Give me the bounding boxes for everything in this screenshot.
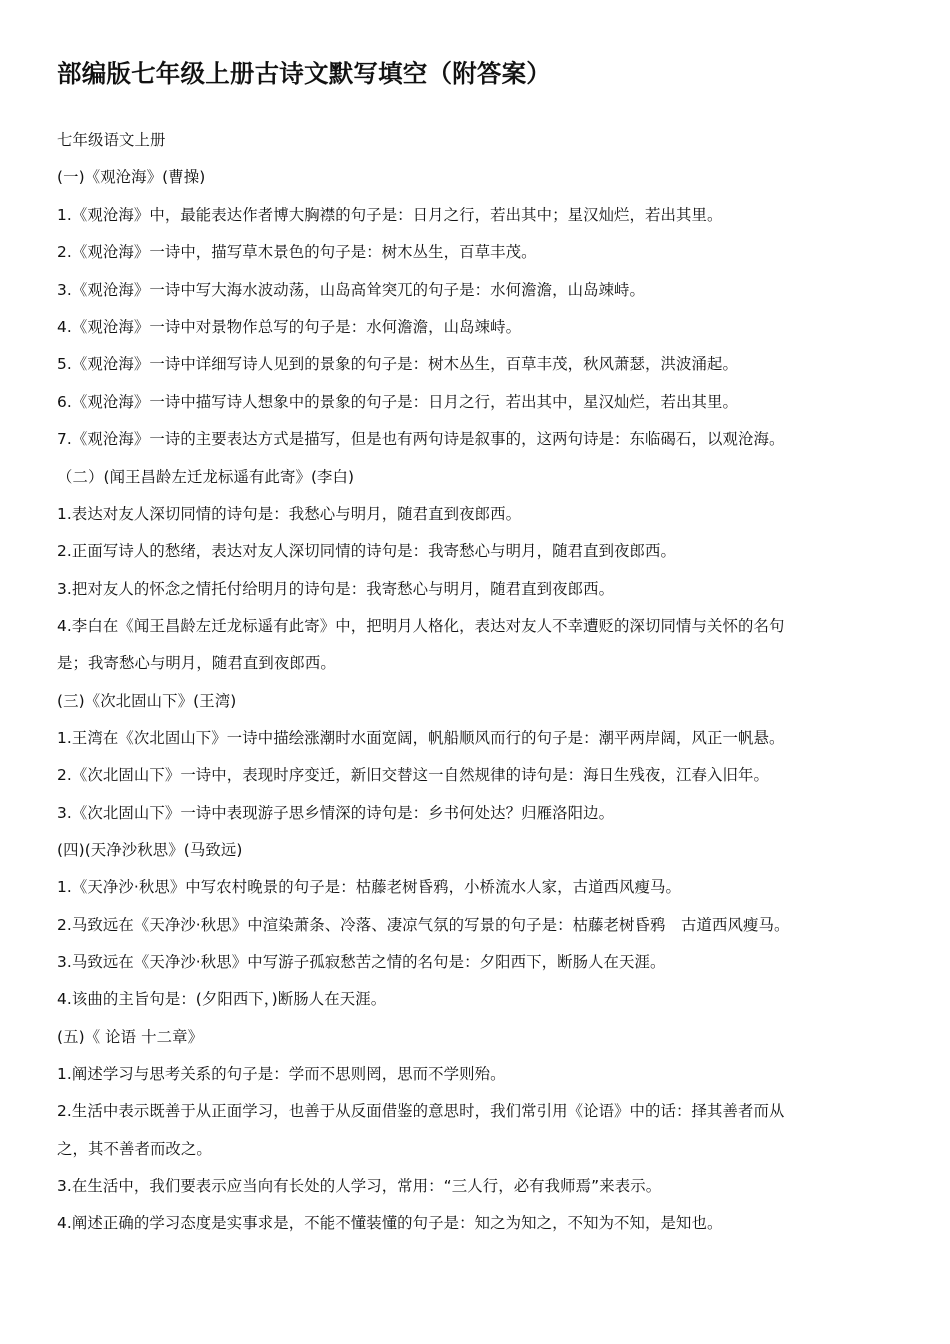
question-line: 3.把对友人的怀念之情托付给明月的诗句是：我寄愁心与明月，随君直到夜郎西。 [57, 580, 615, 598]
question-line: 3.《观沧海》一诗中写大海水波动荡，山岛高耸突兀的句子是：水何澹澹，山岛竦峙。 [57, 281, 646, 299]
question-line-continuation: 之，其不善者而改之。 [57, 1140, 212, 1158]
question-line: 3.《次北固山下》一诗中表现游子思乡情深的诗句是：乡书何处达？归雁洛阳边。 [57, 804, 615, 822]
section-heading-1: (一)《观沧海》(曹操) [57, 168, 206, 186]
question-line-continuation: 是；我寄愁心与明月，随君直到夜郎西。 [57, 654, 336, 672]
question-line: 3.在生活中，我们要表示应当向有长处的人学习，常用：“三人行，必有我师焉”来表示。 [57, 1177, 662, 1195]
question-line: 7.《观沧海》一诗的主要表达方式是描写，但是也有两句诗是叙事的，这两句诗是：东临碣石，以观沧海。 [57, 430, 785, 448]
question-line: 1.王湾在《次北固山下》一诗中描绘涨潮时水面宽阔，帆船顺风而行的句子是：潮平两岸阔，风正一帆悬。 [57, 729, 785, 747]
question-line: 1.表达对友人深切同情的诗句是：我愁心与明月，随君直到夜郎西。 [57, 505, 522, 523]
document-title: 部编版七年级上册古诗文默写填空（附答案） [57, 59, 551, 88]
question-line: 1.阐述学习与思考关系的句子是：学而不思则罔，思而不学则殆。 [57, 1065, 506, 1083]
question-line: 5.《观沧海》一诗中详细写诗人见到的景象的句子是：树木丛生，百草丰茂，秋风萧瑟，洪波涌起。 [57, 355, 738, 373]
question-line: 4.该曲的主旨句是：(夕阳西下，)断肠人在天涯。 [57, 990, 387, 1008]
question-line: 6.《观沧海》一诗中描写诗人想象中的景象的句子是：日月之行，若出其中，星汉灿烂，若出其里。 [57, 393, 738, 411]
section-heading-3: (三)《次北固山下》(王湾) [57, 692, 237, 710]
section-heading-5: (五)《 论语 十二章》 [57, 1028, 204, 1046]
question-line: 4.阐述正确的学习态度是实事求是，不能不懂装懂的句子是：知之为知之，不知为不知，是知也。 [57, 1214, 723, 1232]
question-line: 2.生活中表示既善于从正面学习，也善于从反面借鉴的意思时，我们常引用《论语》中的话：择其善者而从 [57, 1102, 785, 1120]
question-line: 2.《观沧海》一诗中，描写草木景色的句子是：树木丛生，百草丰茂。 [57, 243, 537, 261]
question-line: 3.马致远在《天净沙·秋思》中写游子孤寂愁苦之情的名句是：夕阳西下，断肠人在天涯。 [57, 953, 666, 971]
section-heading-4: (四)(天净沙秋思》(马致远) [57, 841, 243, 859]
question-line: 1.《天净沙·秋思》中写农村晚景的句子是：枯藤老树昏鸦，小桥流水人家，古道西风瘦马。 [57, 878, 682, 896]
question-line: 4.《观沧海》一诗中对景物作总写的句子是：水何澹澹，山岛竦峙。 [57, 318, 522, 336]
document-subtitle: 七年级语文上册 [57, 131, 166, 149]
question-line: 2.《次北固山下》一诗中，表现时序变迁，新旧交替这一自然规律的诗句是：海日生残夜，江春入旧年。 [57, 766, 769, 784]
section-heading-2: （二）(闻王昌龄左迁龙标遥有此寄》(李白) [57, 468, 355, 486]
question-line: 4.李白在《闻王昌龄左迁龙标遥有此寄》中，把明月人格化，表达对友人不幸遭贬的深切同情与关怀的名句 [57, 617, 785, 635]
question-line: 2.正面写诗人的愁绪，表达对友人深切同情的诗句是：我寄愁心与明月，随君直到夜郎西。 [57, 542, 677, 560]
question-line: 1.《观沧海》中，最能表达作者博大胸襟的句子是：日月之行，若出其中；星汉灿烂，若出其里。 [57, 206, 723, 224]
question-line: 2.马致远在《天净沙·秋思》中渲染萧条、冷落、凄凉气氛的写景的句子是：枯藤老树昏鸦 古道西风瘦马。 [57, 916, 790, 934]
